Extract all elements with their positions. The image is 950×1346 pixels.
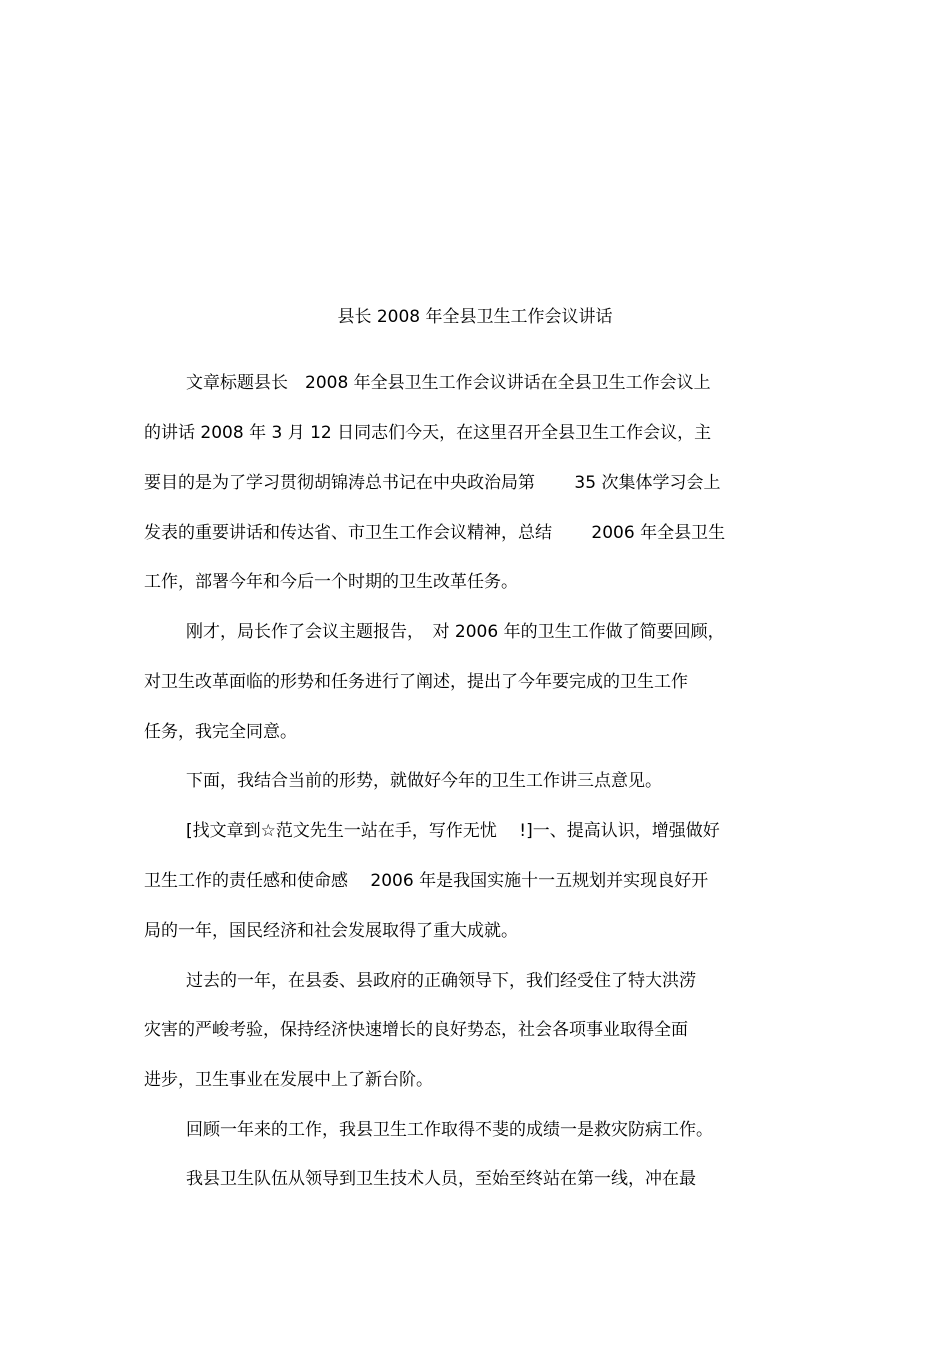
paragraph-line: 刚才，局长作了会议主题报告， 对 2006 年的卫生工作做了简要回顾，: [186, 622, 725, 642]
document-title: 县长 2008 年全县卫生工作会议讲话: [337, 307, 613, 327]
paragraph-line: 我县卫生队伍从领导到卫生技术人员，至始至终站在第一线，冲在最: [186, 1169, 696, 1189]
paragraph-line: [找文章到☆范文先生一站在手，写作无忧 !]一、提高认识，增强做好: [186, 821, 720, 841]
paragraph-line: 回顾一年来的工作，我县卫生工作取得不斐的成绩一是救灾防病工作。: [186, 1120, 713, 1140]
paragraph-line: 局的一年，国民经济和社会发展取得了重大成就。: [144, 921, 518, 941]
paragraph-line: 的讲话 2008 年 3 月 12 日同志们今天，在这里召开全县卫生工作会议，主: [144, 423, 712, 443]
paragraph-line: 文章标题县长 2008 年全县卫生工作会议讲话在全县卫生工作会议上: [186, 373, 711, 393]
paragraph-line: 进步，卫生事业在发展中上了新台阶。: [144, 1070, 433, 1090]
paragraph-line: 过去的一年，在县委、县政府的正确领导下，我们经受住了特大洪涝: [186, 971, 696, 991]
paragraph-line: 卫生工作的责任感和使命感 2006 年是我国实施十一五规划并实现良好开: [144, 871, 709, 891]
paragraph-line: 工作，部署今年和今后一个时期的卫生改革任务。: [144, 572, 518, 592]
paragraph-line: 下面，我结合当前的形势，就做好今年的卫生工作讲三点意见。: [186, 771, 662, 791]
paragraph-line: 发表的重要讲话和传达省、市卫生工作会议精神，总结 2006 年全县卫生: [144, 523, 726, 543]
paragraph-line: 任务，我完全同意。: [144, 722, 297, 742]
paragraph-line: 要目的是为了学习贯彻胡锦涛总书记在中央政治局第 35 次集体学习会上: [144, 473, 721, 493]
paragraph-line: 灾害的严峻考验，保持经济快速增长的良好势态，社会各项事业取得全面: [144, 1020, 688, 1040]
paragraph-line: 对卫生改革面临的形势和任务进行了阐述，提出了今年要完成的卫生工作: [144, 672, 688, 692]
